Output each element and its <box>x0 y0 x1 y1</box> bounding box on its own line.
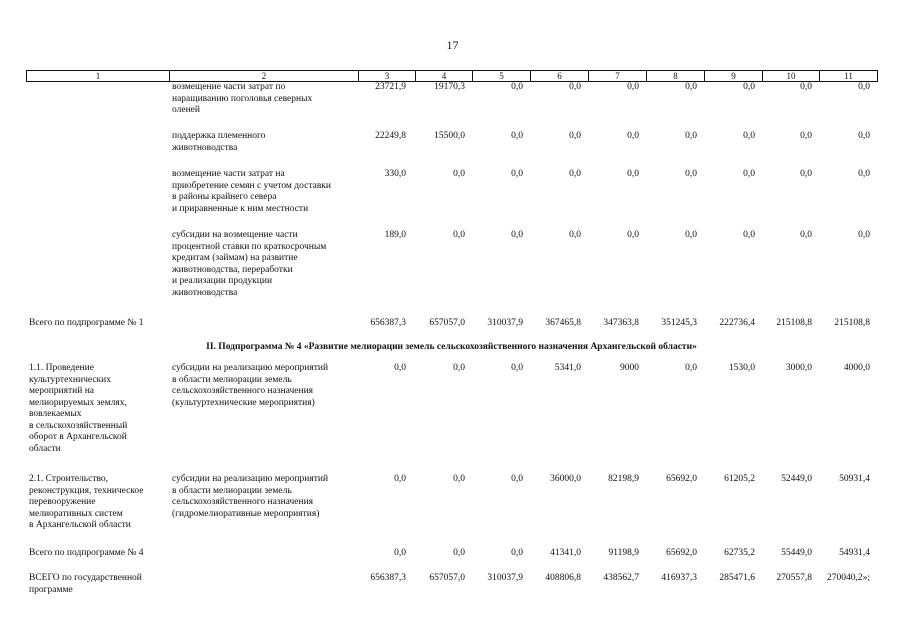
value-col-7: 438562,7 <box>603 573 639 583</box>
value-col-10: 3000,0 <box>785 363 812 373</box>
value-col-11: 0,0 <box>858 169 870 179</box>
value-col-5: 310037,9 <box>487 318 523 328</box>
row-description: поддержка племенного животноводства <box>172 131 266 153</box>
value-col-10: 0,0 <box>800 230 812 240</box>
value-col-5: 0,0 <box>511 169 523 179</box>
column-number-header <box>26 70 878 82</box>
value-col-5: 0,0 <box>511 548 523 558</box>
value-col-7: 91198,9 <box>608 548 639 558</box>
row-description: субсидии на реализацию мероприятий в области мелиорации земель сельскохозяйственного назначения (гидромелиоративные мероприятия) <box>172 474 329 519</box>
value-col-10: 215108,8 <box>776 318 812 328</box>
row-label: Всего по подпрограмме № 4 <box>29 548 144 558</box>
value-col-6: 41341,0 <box>550 548 581 558</box>
value-col-8: 416937,3 <box>661 573 697 583</box>
value-col-11: 0,0 <box>858 230 870 240</box>
value-col-7: 347363,8 <box>603 318 639 328</box>
value-col-10: 0,0 <box>800 82 812 92</box>
value-col-7: 0,0 <box>627 131 639 141</box>
row-label: Всего по подпрограмме № 1 <box>29 318 144 328</box>
value-col-8: 0,0 <box>685 230 697 240</box>
value-col-3: 22249,8 <box>375 131 406 141</box>
value-col-7: 0,0 <box>627 169 639 179</box>
row-label: 2.1. Строительство, реконструкция, техническое перевооружение мелиоративных систем в Архангельской области <box>29 474 144 530</box>
value-col-10: 55449,0 <box>781 548 812 558</box>
value-col-4: 0,0 <box>453 169 465 179</box>
value-col-3: 0,0 <box>394 363 406 373</box>
row-description: возмещение части затрат на приобретение семян с учетом доставки в районы крайнего севера и приравненные к ним местности <box>172 169 332 214</box>
value-col-7: 0,0 <box>627 230 639 240</box>
value-col-3: 0,0 <box>394 474 406 484</box>
value-col-8: 351245,3 <box>661 318 697 328</box>
value-col-5: 310037,9 <box>487 573 523 583</box>
value-col-10: 0,0 <box>800 169 812 179</box>
value-col-4: 0,0 <box>453 230 465 240</box>
value-col-11: 0,0 <box>858 82 870 92</box>
value-col-6: 0,0 <box>569 131 581 141</box>
value-col-8: 65692,0 <box>666 548 697 558</box>
value-col-11: 0,0 <box>858 131 870 141</box>
column-number-8: 8 <box>647 71 705 82</box>
value-col-6: 0,0 <box>569 82 581 92</box>
value-col-7: 82198,9 <box>608 474 639 484</box>
value-col-4: 0,0 <box>453 548 465 558</box>
column-number-7: 7 <box>589 71 647 82</box>
value-col-4: 0,0 <box>453 363 465 373</box>
row-description: возмещение части затрат по наращиванию поголовья северных оленей <box>172 82 313 115</box>
value-col-10: 270557,8 <box>776 573 812 583</box>
value-col-3: 23721,9 <box>375 82 406 92</box>
value-col-6: 367465,8 <box>545 318 581 328</box>
value-col-6: 0,0 <box>569 169 581 179</box>
column-number-9: 9 <box>705 71 763 82</box>
value-col-7: 0,0 <box>627 82 639 92</box>
value-col-8: 0,0 <box>685 169 697 179</box>
column-number-3: 3 <box>359 71 416 82</box>
value-col-6: 408806,8 <box>545 573 581 583</box>
row-label: ВСЕГО по государственной программе <box>29 573 142 595</box>
value-col-9: 61205,2 <box>724 474 755 484</box>
column-number-11: 11 <box>820 71 878 82</box>
column-number-2: 2 <box>170 71 359 82</box>
value-col-5: 0,0 <box>511 131 523 141</box>
value-col-4: 19170,3 <box>434 82 465 92</box>
value-col-4: 15500,0 <box>434 131 465 141</box>
value-col-11: 4000,0 <box>843 363 870 373</box>
column-number-6: 6 <box>531 71 589 82</box>
value-col-9: 62735,2 <box>724 548 755 558</box>
row-description: субсидии на реализацию мероприятий в области мелиорации земель сельскохозяйственного назначения (культуртехнические мероприятия) <box>172 363 329 408</box>
value-col-4: 0,0 <box>453 474 465 484</box>
column-number-10: 10 <box>763 71 820 82</box>
column-number-1: 1 <box>27 71 170 82</box>
column-number-5: 5 <box>473 71 531 82</box>
value-col-11: 270040,2»; <box>826 573 870 583</box>
value-col-5: 0,0 <box>511 82 523 92</box>
value-col-9: 0,0 <box>743 230 755 240</box>
value-col-3: 656387,3 <box>370 573 406 583</box>
value-col-6: 0,0 <box>569 230 581 240</box>
value-col-8: 0,0 <box>685 82 697 92</box>
value-col-7: 9000 <box>620 363 639 373</box>
column-number-4: 4 <box>416 71 473 82</box>
value-col-10: 0,0 <box>800 131 812 141</box>
value-col-11: 54931,4 <box>839 548 870 558</box>
row-description: субсидии на возмещение части процентной ставки по краткосрочным кредитам (займам) на развитие животноводства, переработки и реализации продукции животноводства <box>172 230 327 298</box>
value-col-8: 0,0 <box>685 131 697 141</box>
value-col-3: 189,0 <box>384 230 406 240</box>
value-col-4: 657057,0 <box>429 318 465 328</box>
value-col-9: 222736,4 <box>719 318 755 328</box>
value-col-5: 0,0 <box>511 474 523 484</box>
value-col-5: 0,0 <box>511 230 523 240</box>
value-col-5: 0,0 <box>511 363 523 373</box>
value-col-3: 656387,3 <box>370 318 406 328</box>
value-col-3: 0,0 <box>394 548 406 558</box>
value-col-8: 0,0 <box>685 363 697 373</box>
value-col-6: 5341,0 <box>554 363 581 373</box>
section-title: II. Подпрограмма № 4 «Развитие мелиорации земель сельскохозяйственного назначения Архангельской области» <box>206 342 697 352</box>
value-col-11: 215108,8 <box>834 318 870 328</box>
page-number: 17 <box>446 38 459 52</box>
value-col-8: 65692,0 <box>666 474 697 484</box>
value-col-9: 0,0 <box>743 169 755 179</box>
value-col-3: 330,0 <box>384 169 406 179</box>
value-col-4: 657057,0 <box>429 573 465 583</box>
value-col-11: 50931,4 <box>839 474 870 484</box>
value-col-9: 285471,6 <box>719 573 755 583</box>
row-label: 1.1. Проведение культуртехнических мероприятий на мелиорируемых землях, вовлекаемых в сельскохозяйственный оборот в Архангельской области <box>29 363 128 454</box>
value-col-9: 0,0 <box>743 131 755 141</box>
value-col-10: 52449,0 <box>781 474 812 484</box>
value-col-9: 0,0 <box>743 82 755 92</box>
value-col-9: 1530,0 <box>728 363 755 373</box>
value-col-6: 36000,0 <box>550 474 581 484</box>
